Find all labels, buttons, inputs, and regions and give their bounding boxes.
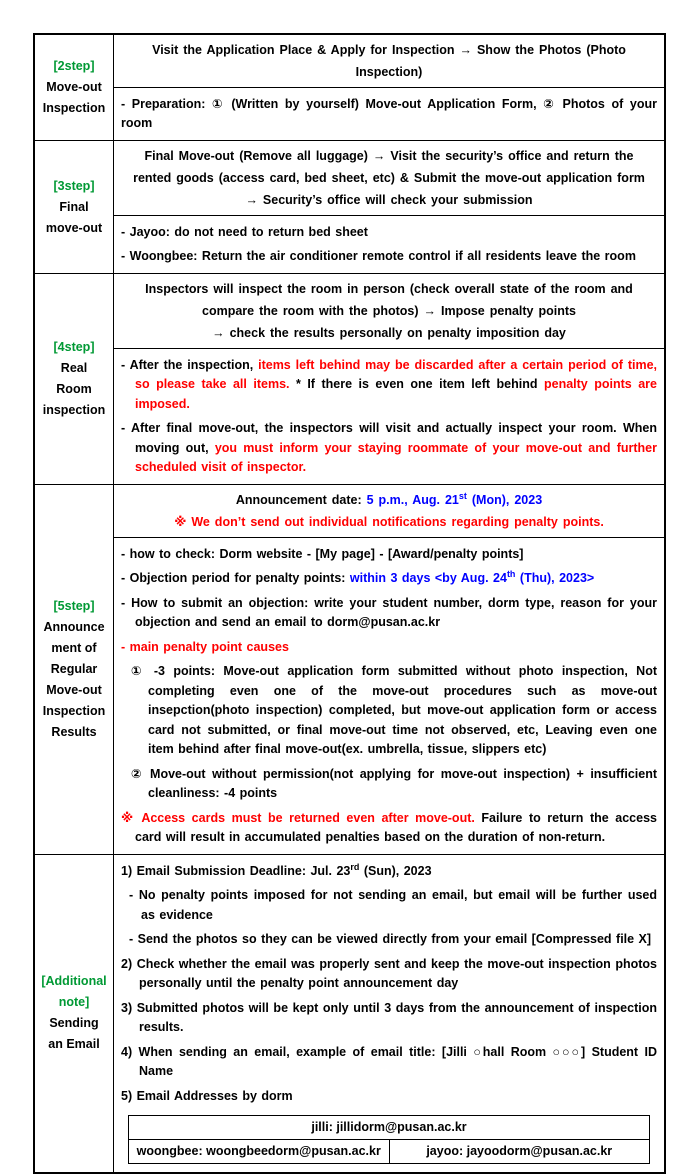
email-woongbee: woongbee: woongbeedorm@pusan.ac.kr (129, 1140, 390, 1163)
cell-4step (114, 274, 664, 484)
subrow-2step-header (114, 35, 664, 87)
email-jilli: jilli: jillidorm@pusan.ac.kr (129, 1116, 649, 1140)
label-line: Inspection (42, 704, 106, 718)
label-line: Real (60, 361, 88, 375)
subrow-4step-items (114, 348, 664, 484)
item-email-addresses: 5) Email Addresses by dorm (121, 1088, 293, 1103)
label-2step (35, 35, 114, 140)
text-segment: Announcement date: (235, 493, 367, 507)
date-text: (Thu), 2023> (515, 571, 595, 585)
label-line: Regular (50, 662, 98, 676)
warning-red-text: penalty points are imposed. (135, 377, 657, 411)
date-text: (Mon), 2023 (466, 493, 543, 507)
row-5step-announcement-results (35, 484, 664, 854)
step-tag: [2step] (53, 59, 95, 73)
label-5step (35, 485, 114, 854)
item-jayoo: - Jayoo: do not need to return bed sheet (121, 224, 368, 239)
cell-2step (114, 35, 664, 140)
subrow-3step-header (114, 141, 664, 215)
step-tag: [Additional (41, 974, 107, 989)
subrow-4step-header (114, 274, 664, 348)
ordinal-suffix: rd (350, 861, 360, 872)
subrow-email-items (114, 855, 664, 1172)
preparation-text: - Preparation: ① (Written by yourself) Move-out Application Form, ② Photos of your room (121, 96, 657, 130)
item-email-deadline (121, 862, 657, 882)
row-4step-real-room-inspection (35, 273, 664, 484)
item-woongbee: - Woongbee: Return the air conditioner remote control if all residents leave the room (121, 249, 636, 263)
item-photos-kept: 3) Submitted photos will be kept only until 3 days from the announcement of inspection results. (121, 1000, 657, 1034)
label-additional-note (35, 855, 114, 1172)
announcement-date-line (121, 489, 657, 511)
text-segment: Failure to return the access card will result in accumulated penalties based on the duration of non-return. (135, 810, 657, 844)
header-line: Inspectors will inspect the room in person (check overall state of the room and (145, 282, 633, 296)
ordinal-suffix: th (506, 568, 516, 579)
step-tag: [4step] (53, 340, 95, 354)
label-3step (35, 141, 114, 273)
date-text: within 3 days <by Aug. 24 (349, 571, 507, 585)
text-segment: * If there is even one item left behind (289, 377, 544, 391)
subrow-5step-items (114, 537, 664, 854)
email-table-bottom-row (129, 1140, 649, 1163)
item-no-penalty-email: - No penalty points imposed for not sending an email, but email will be further used as evidence (129, 888, 657, 922)
cell-5step (114, 485, 664, 854)
header-line: → check the results personally on penalty imposition day (212, 326, 566, 340)
warning-red-text: you must inform your staying roommate of your move-out and further scheduled visit of inspector. (135, 440, 657, 474)
label-line: Inspection (42, 101, 106, 115)
step-tag: note] (58, 995, 90, 1010)
header-line: compare the room with the photos) → Impose penalty points (202, 304, 576, 318)
label-line: move-out (45, 220, 103, 235)
label-line: an Email (48, 1037, 100, 1052)
item-check-email-sent: 2) Check whether the email was properly sent and keep the move-out inspection photos personally until the penalty point announcement day (121, 956, 657, 990)
item-how-to-submit-objection: - How to submit an objection: write your student number, dorm type, reason for your objection and send an email to dorm@pusan.ac.kr (121, 595, 657, 629)
subrow-3step-items (114, 215, 664, 273)
header-line: → Security’s office will check your submission (245, 193, 533, 207)
label-line: ment of (51, 641, 97, 655)
ordinal-suffix: st (458, 490, 467, 501)
step-tag: [3step] (53, 178, 95, 193)
moveout-inspection-table (33, 33, 666, 1174)
item-email-title-example: 4) When sending an email, example of email title: [Jilli ○hall Room ○○○] Student ID Name (121, 1044, 657, 1078)
dorm-email-table (128, 1115, 650, 1164)
text-segment: (Sun), 2023 (359, 863, 432, 878)
step-tag: [5step] (53, 599, 95, 613)
text-segment: 1) Email Submission Deadline: Jul. 23 (121, 863, 351, 878)
item-how-to-check: - how to check: Dorm website - [My page] - [Award/penalty points] (121, 546, 524, 561)
item-after-inspection (121, 356, 657, 415)
row-2step-moveout-inspection (35, 35, 664, 140)
row-3step-final-moveout (35, 140, 664, 273)
label-line: inspection (42, 403, 106, 417)
label-line: Move-out (46, 683, 102, 697)
item-objection-period (121, 569, 657, 589)
item-send-photos: - Send the photos so they can be viewed directly from your email [Compressed file X] (129, 932, 652, 946)
announcement-date-value (366, 490, 543, 507)
label-line: Results (51, 725, 97, 739)
subrow-5step-announcement (114, 485, 664, 537)
header-line: Final Move-out (Remove all luggage) → Visit the security’s office and return the (144, 149, 634, 163)
warning-red-text: items left behind may be discarded after a certain period of time, so please take all items. (135, 357, 657, 391)
text-segment: - After the inspection, (121, 357, 259, 372)
header-text: Visit the Application Place & Apply for Inspection → Show the Photos (Photo Inspection) (152, 43, 626, 79)
label-line: Announce (43, 620, 105, 634)
text-segment: - After final move-out, the inspectors will visit and actually inspect your room. When moving out, (121, 421, 657, 455)
item-main-penalty-causes: - main penalty point causes (121, 639, 289, 654)
text-segment: - Objection period for penalty points: (121, 571, 350, 585)
label-line: Sending (49, 1016, 99, 1031)
cell-additional-note (114, 855, 664, 1172)
email-jayoo: jayoo: jayoodorm@pusan.ac.kr (426, 1143, 613, 1158)
label-line: Final (59, 199, 89, 214)
header-line: rented goods (access card, bed sheet, etc) & Submit the move-out application form (133, 171, 645, 185)
label-4step (35, 274, 114, 484)
row-additional-note-email (35, 854, 664, 1172)
label-line: Move-out (46, 80, 102, 94)
warning-red-text: ※ Access cards must be returned even after move-out. (121, 810, 475, 825)
no-individual-notice-warning: ※ We don’t send out individual notifications regarding penalty points. (174, 515, 604, 529)
label-line: Room (56, 382, 92, 396)
item-penalty-cause-1: ① -3 points: Move-out application form submitted without photo inspection, Not completing even one of the move-out procedures such as move-out insepction(photo inspection) completed, but move-out application form or access card not submitted, or final move-out time not observed, etc, Leaving even one item behind after final move-out(ex. umbrella, tissue, slippers etc) (131, 664, 657, 756)
objection-period-value (349, 568, 595, 585)
item-access-card-warning (121, 809, 657, 848)
item-penalty-cause-2: ② Move-out without permission(not applying for move-out inspection) + insufficient cleanliness: -4 points (131, 766, 657, 800)
item-after-final-moveout (121, 419, 657, 478)
date-text: 5 p.m., Aug. 21 (366, 493, 459, 507)
subrow-2step-preparation (114, 87, 664, 140)
cell-3step (114, 141, 664, 273)
